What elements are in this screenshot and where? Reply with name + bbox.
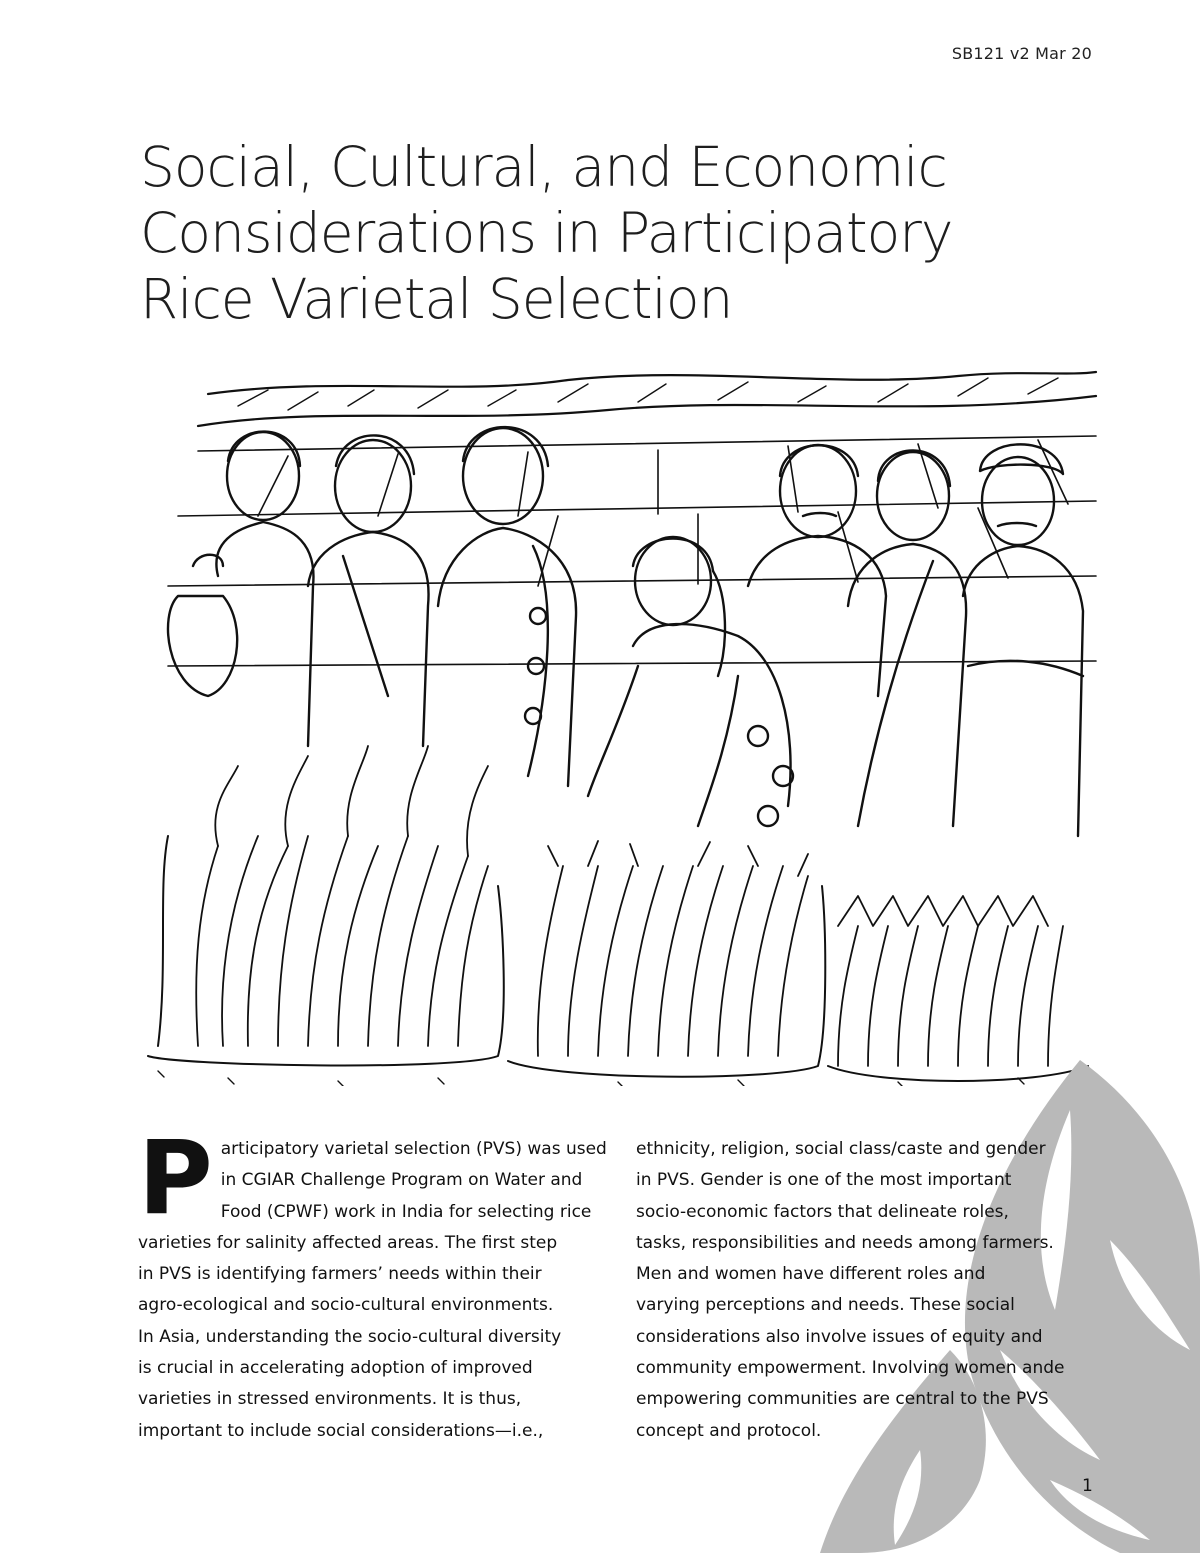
text-line: In Asia, understanding the socio-cultural diversity [138, 1326, 562, 1347]
text-line: empowering communities are central to the PVS [636, 1389, 1049, 1410]
text-line: community empowerment. Involving women ande [636, 1358, 1065, 1379]
text-line: Food (CPWF) work in India for selecting rice [220, 1201, 592, 1222]
text-line: Men and women have different roles and [636, 1264, 986, 1285]
text-line: is crucial in accelerating adoption of improved [138, 1358, 533, 1379]
text-line: varying perceptions and needs. These social [636, 1295, 1015, 1316]
page-title [140, 134, 1040, 332]
title-line: Social, Cultural, and Economic [140, 135, 947, 199]
text-line: in CGIAR Challenge Program on Water and [220, 1170, 583, 1191]
text-line: articipatory varietal selection (PVS) was used [220, 1139, 607, 1159]
body-column-left [138, 1119, 607, 1447]
drop-cap: P [138, 1119, 213, 1238]
page-number: 1 [1082, 1476, 1093, 1496]
text-line: in PVS. Gender is one of the most important [636, 1170, 1012, 1191]
farmers-illustration [138, 366, 1098, 1086]
text-line: important to include social considerations—i.e., [138, 1420, 544, 1441]
text-line: tasks, responsibilities and needs among farmers. [636, 1232, 1054, 1253]
text-line: varieties for salinity affected areas. The first step [138, 1232, 558, 1253]
document-code: SB121 v2 Mar 20 [951, 44, 1092, 63]
text-line: concept and protocol. [636, 1420, 822, 1441]
text-line: considerations also involve issues of equity and [636, 1326, 1043, 1347]
text-line: varieties in stressed environments. It is thus, [138, 1389, 522, 1410]
text-line: in PVS is identifying farmers’ needs within their [138, 1264, 542, 1285]
title-line: Rice Varietal Selection [140, 267, 733, 331]
title-line: Considerations in Participatory [140, 201, 953, 265]
body-column-right [636, 1134, 1096, 1447]
text-line: ethnicity, religion, social class/caste and gender [636, 1139, 1046, 1159]
text-line: agro-ecological and socio-cultural environments. [138, 1295, 554, 1316]
paragraph-right [636, 1134, 1096, 1447]
text-line: socio-economic factors that delineate roles, [636, 1201, 1009, 1222]
